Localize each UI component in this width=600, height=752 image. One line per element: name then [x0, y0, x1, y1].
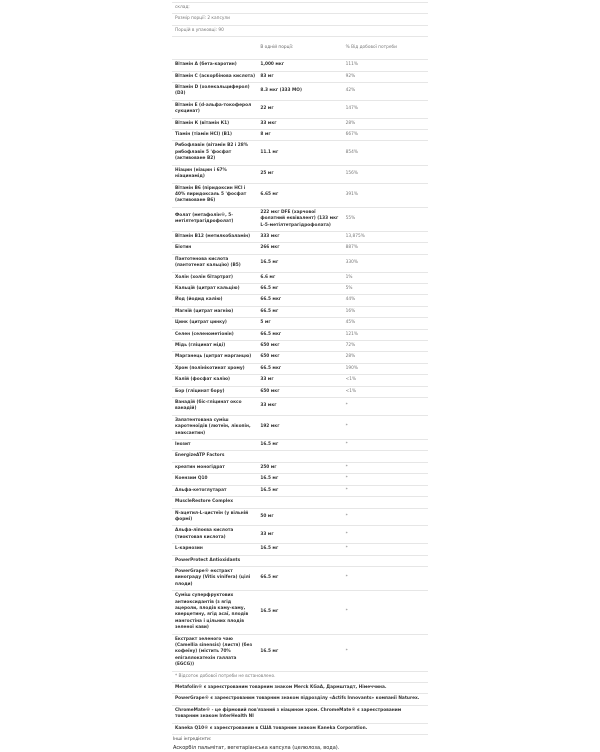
nutrient-amount: 16.5 мг — [257, 634, 342, 671]
nutrient-amount: 250 мг — [257, 462, 342, 473]
nutrient-daily-value: * — [343, 526, 428, 544]
nutrient-row — [172, 254, 428, 272]
nutrient-row — [172, 451, 428, 462]
nutrient-name: Альфа-кетоглутарат — [172, 485, 257, 496]
nutrient-amount: 222 мкг DFE (харчової фолатний еквівалент) (133 мкг L-5-метілтетрагідрофолата) — [257, 207, 342, 231]
nutrient-name: Тіамін (тіамін HCl) (B1) — [172, 130, 257, 141]
nutrient-row — [172, 566, 428, 590]
nutrient-row — [172, 83, 428, 101]
nutrient-name: Ванадій (біс-гліцинат оксо ванадій) — [172, 398, 257, 416]
nutrient-name: Цинк (цитрат цинку) — [172, 318, 257, 329]
supplement-facts — [172, 2, 428, 752]
nutrient-daily-value: 190% — [343, 363, 428, 374]
nutrient-row — [172, 100, 428, 118]
nutrient-name: Суміш суперфруктових антиоксидантів (з ягід ацероли, плодів каму-каму, кверцетину, ягід асаї, плодів мангостіна і цільних плодів зеленої кави) — [172, 591, 257, 634]
nutrient-row — [172, 231, 428, 242]
nutrient-daily-value: 16% — [343, 306, 428, 317]
nutrient-name: PowerProtect Antioxidants — [172, 555, 257, 566]
nutrient-amount: 16.5 мг — [257, 474, 342, 485]
nutrient-daily-value: 111% — [343, 60, 428, 71]
nutrient-amount: 16.5 мг — [257, 591, 342, 634]
nutrient-row — [172, 295, 428, 306]
nutrient-row — [172, 386, 428, 397]
nutrient-row — [172, 508, 428, 526]
composition-label: склад: — [172, 3, 428, 14]
nutrient-amount: 50 мг — [257, 508, 342, 526]
nutrient-name: Екстракт зеленого чаю (Camellia sinensis) (листя) (без кофеїну) (містить 70% епігаллокатехін галлата (EGCG)) — [172, 634, 257, 671]
other-ingredients-text: Аскорбіл пальмітат, вегетаріанська капсула (целюлоза, вода). — [173, 745, 340, 752]
nutrient-amount: 266 мкг — [257, 243, 342, 254]
nutrient-daily-value: 330% — [343, 254, 428, 272]
nutrient-name: Вітамін К (вітамін К1) — [172, 118, 257, 129]
nutrient-row — [172, 183, 428, 207]
nutrient-name: Марганець (цитрат марганцю) — [172, 352, 257, 363]
nutrient-row — [172, 634, 428, 671]
nutrient-daily-value: 44% — [343, 295, 428, 306]
nutrient-row — [172, 591, 428, 634]
nutrient-name: Хром (полінікотинат хрому) — [172, 363, 257, 374]
nutrient-daily-value: * — [343, 474, 428, 485]
nutrient-name: Кальцій (цитрат кальцію) — [172, 283, 257, 294]
nutrient-row — [172, 526, 428, 544]
nutrient-name: Холін (холін бітартрат) — [172, 272, 257, 283]
nutrient-amount: 16.5 мг — [257, 440, 342, 451]
nutrient-amount: 16.5 мг — [257, 485, 342, 496]
nutrient-daily-value: * — [343, 462, 428, 473]
nutrient-name: Вітамін Е (d-альфа-токоферол сукцинат) — [172, 100, 257, 118]
nutrient-amount: 33 мг — [257, 526, 342, 544]
nutrient-amount: 5 мг — [257, 318, 342, 329]
nutrient-daily-value: 55% — [343, 207, 428, 231]
nutrient-name: Інозит — [172, 440, 257, 451]
nutrient-daily-value: * — [343, 398, 428, 416]
nutrient-amount: 650 мкг — [257, 341, 342, 352]
trademark-note-row — [172, 683, 428, 694]
nutrient-name: Селен (селенометіонін) — [172, 329, 257, 340]
nutrient-amount: 66.5 мг — [257, 566, 342, 590]
nutrient-amount: 66.5 мг — [257, 283, 342, 294]
nutrient-amount: 650 мкг — [257, 352, 342, 363]
name-header — [172, 37, 257, 60]
nutrient-name: N-ацетил-L-цистеїн (у вільній формі) — [172, 508, 257, 526]
nutrient-daily-value: 92% — [343, 71, 428, 82]
nutrient-daily-value: <1% — [343, 386, 428, 397]
nutrient-row — [172, 306, 428, 317]
nutrient-amount: 1,000 мкг — [257, 60, 342, 71]
nutrient-amount: 33 мг — [257, 375, 342, 386]
supplement-facts-table — [172, 2, 428, 735]
dv-header: % Від добової потреби — [343, 37, 428, 60]
nutrient-amount: 22 мг — [257, 100, 342, 118]
nutrient-daily-value: 28% — [343, 118, 428, 129]
nutrient-daily-value: 147% — [343, 100, 428, 118]
servings-row — [172, 25, 428, 36]
nutrient-row — [172, 462, 428, 473]
other-ingredients-label: Інші інгредієнти: — [173, 737, 212, 743]
nutrient-name: Йод (йодид калію) — [172, 295, 257, 306]
nutrient-row — [172, 243, 428, 254]
nutrient-amount: 83 мг — [257, 71, 342, 82]
nutrient-amount — [257, 555, 342, 566]
nutrient-name: Фолат (метафолін®, 5-метілтетрагідрофолат) — [172, 207, 257, 231]
column-header-row — [172, 37, 428, 60]
nutrient-daily-value: 1% — [343, 272, 428, 283]
nutrient-daily-value: 5% — [343, 283, 428, 294]
nutrient-daily-value — [343, 451, 428, 462]
nutrient-row — [172, 207, 428, 231]
nutrient-daily-value: 854% — [343, 141, 428, 165]
nutrient-row — [172, 165, 428, 183]
nutrient-daily-value: * — [343, 566, 428, 590]
nutrient-name: Запатентована суміш каротеноїдів (лютеїн, лікопін, зеаксантин) — [172, 415, 257, 439]
nutrient-daily-value: * — [343, 485, 428, 496]
nutrient-amount: 11.1 мг — [257, 141, 342, 165]
nutrient-amount: 6.6 мг — [257, 272, 342, 283]
nutrient-daily-value: 156% — [343, 165, 428, 183]
nutrient-row — [172, 329, 428, 340]
nutrient-amount: 66.5 мкг — [257, 329, 342, 340]
nutrient-row — [172, 352, 428, 363]
amount-header: В одній порції: — [257, 37, 342, 60]
footnote-row — [172, 671, 428, 682]
nutrient-daily-value: * — [343, 634, 428, 671]
nutrient-name: Альфа-ліпоєва кислота (тиоктовая кислота) — [172, 526, 257, 544]
nutrient-amount: 66.5 мг — [257, 306, 342, 317]
nutrient-amount: 66.5 мкг — [257, 295, 342, 306]
nutrient-row — [172, 440, 428, 451]
nutrient-name: MuscleRestore Complex — [172, 497, 257, 508]
nutrient-row — [172, 363, 428, 374]
nutrient-name: Вітамін B12 (метилкобаламін) — [172, 231, 257, 242]
nutrient-row — [172, 398, 428, 416]
nutrient-amount: 650 мкг — [257, 386, 342, 397]
nutrient-amount: 66.5 мкг — [257, 363, 342, 374]
nutrient-daily-value — [343, 497, 428, 508]
nutrient-name: Вітамін D (холекальциферол) (D3) — [172, 83, 257, 101]
nutrient-daily-value: 667% — [343, 130, 428, 141]
nutrient-amount: 16.5 мг — [257, 254, 342, 272]
nutrient-row — [172, 341, 428, 352]
nutrient-row — [172, 318, 428, 329]
nutrient-amount: 8.3 мкг (333 МО) — [257, 83, 342, 101]
serving-size-row — [172, 14, 428, 25]
nutrient-daily-value: 28% — [343, 352, 428, 363]
nutrient-amount: 25 мг — [257, 165, 342, 183]
trademark-note-row — [172, 694, 428, 705]
nutrient-amount: 8 мг — [257, 130, 342, 141]
nutrient-amount — [257, 451, 342, 462]
serving-size: Розмір порції: 2 капсули — [172, 14, 428, 25]
nutrient-daily-value: * — [343, 591, 428, 634]
nutrient-row — [172, 118, 428, 129]
nutrient-name: Ніацин (ніацин і 67% ніацинамід) — [172, 165, 257, 183]
nutrient-name: Магній (цитрат магнію) — [172, 306, 257, 317]
nutrient-name: Вітамін B6 (піридоксин HCl і 40% пиридоксаль 5 'фосфат (активоване B6) — [172, 183, 257, 207]
nutrient-name: Вітамін А (бета-каротин) — [172, 60, 257, 71]
trademark-note: Metafolin® є зареєстрованим товарним знаком Merck KGaA, Дармштадт, Німеччина. — [172, 683, 428, 694]
nutrient-name: Рибофлавін (вітамін B2 і 28% рибофлавін 5 'фосфат (активоване B2) — [172, 141, 257, 165]
nutrient-row — [172, 497, 428, 508]
nutrient-daily-value: <1% — [343, 375, 428, 386]
nutrient-amount: 192 мкг — [257, 415, 342, 439]
nutrient-name: Бор (гліцинат бору) — [172, 386, 257, 397]
nutrient-row — [172, 375, 428, 386]
nutrient-amount: 16.5 мг — [257, 544, 342, 555]
nutrient-daily-value: * — [343, 415, 428, 439]
nutrient-daily-value: 13,875% — [343, 231, 428, 242]
nutrient-row — [172, 71, 428, 82]
nutrient-row — [172, 130, 428, 141]
nutrient-name: Вітамін С (аскорбінова кислота) — [172, 71, 257, 82]
nutrient-row — [172, 544, 428, 555]
nutrient-name: Коензим Q10 — [172, 474, 257, 485]
nutrient-amount: 333 мкг — [257, 231, 342, 242]
trademark-note-row — [172, 723, 428, 734]
nutrient-row — [172, 474, 428, 485]
nutrient-amount — [257, 497, 342, 508]
servings-per-container: Порцій в упаковці: 90 — [172, 25, 428, 36]
nutrient-name: L-карнозин — [172, 544, 257, 555]
nutrient-daily-value: 72% — [343, 341, 428, 352]
nutrient-name: Мідь (гліцинат міді) — [172, 341, 257, 352]
nutrient-row — [172, 485, 428, 496]
nutrient-daily-value: 121% — [343, 329, 428, 340]
nutrient-daily-value: 42% — [343, 83, 428, 101]
nutrient-daily-value: * — [343, 544, 428, 555]
nutrient-amount: 6.65 мг — [257, 183, 342, 207]
nutrient-row — [172, 415, 428, 439]
nutrient-row — [172, 272, 428, 283]
nutrient-name: Пантотенова кислота (пантотенат кальцію) (B5) — [172, 254, 257, 272]
nutrient-row — [172, 555, 428, 566]
nutrient-daily-value: * — [343, 508, 428, 526]
trademark-note-row — [172, 705, 428, 723]
nutrient-row — [172, 141, 428, 165]
nutrient-name: Калій (фосфат калію) — [172, 375, 257, 386]
trademark-note: PowerGrape® є зареєстрованим товарним знаком підрозділу «Actifs Innovants» компанії Naturex. — [172, 694, 428, 705]
footnote: * Відсоток добової потреби не встановлено. — [172, 671, 428, 682]
nutrient-daily-value: * — [343, 440, 428, 451]
composition-row — [172, 3, 428, 14]
nutrient-name: Біотин — [172, 243, 257, 254]
trademark-note: Kaneka Q10® є зареєстрованим в США товарним знаком Kaneka Corporation. — [172, 723, 428, 734]
nutrient-amount: 33 мкг — [257, 398, 342, 416]
nutrient-daily-value — [343, 555, 428, 566]
nutrient-name: PowerGrape® екстракт винограду (Vitis vinifera) (цілі плоди) — [172, 566, 257, 590]
nutrient-daily-value: 887% — [343, 243, 428, 254]
trademark-note: ChromeMate® - це фірмовий пов'язаний з ніацином хром. ChromeMate® є зареєстрованим товарним знаком InterHealth NI — [172, 705, 428, 723]
nutrient-name: EnergizeATP Factors — [172, 451, 257, 462]
nutrient-name: креатин моногідрат — [172, 462, 257, 473]
nutrient-daily-value: 45% — [343, 318, 428, 329]
nutrient-daily-value: 391% — [343, 183, 428, 207]
nutrient-row — [172, 283, 428, 294]
nutrient-row — [172, 60, 428, 71]
nutrient-amount: 33 мкг — [257, 118, 342, 129]
